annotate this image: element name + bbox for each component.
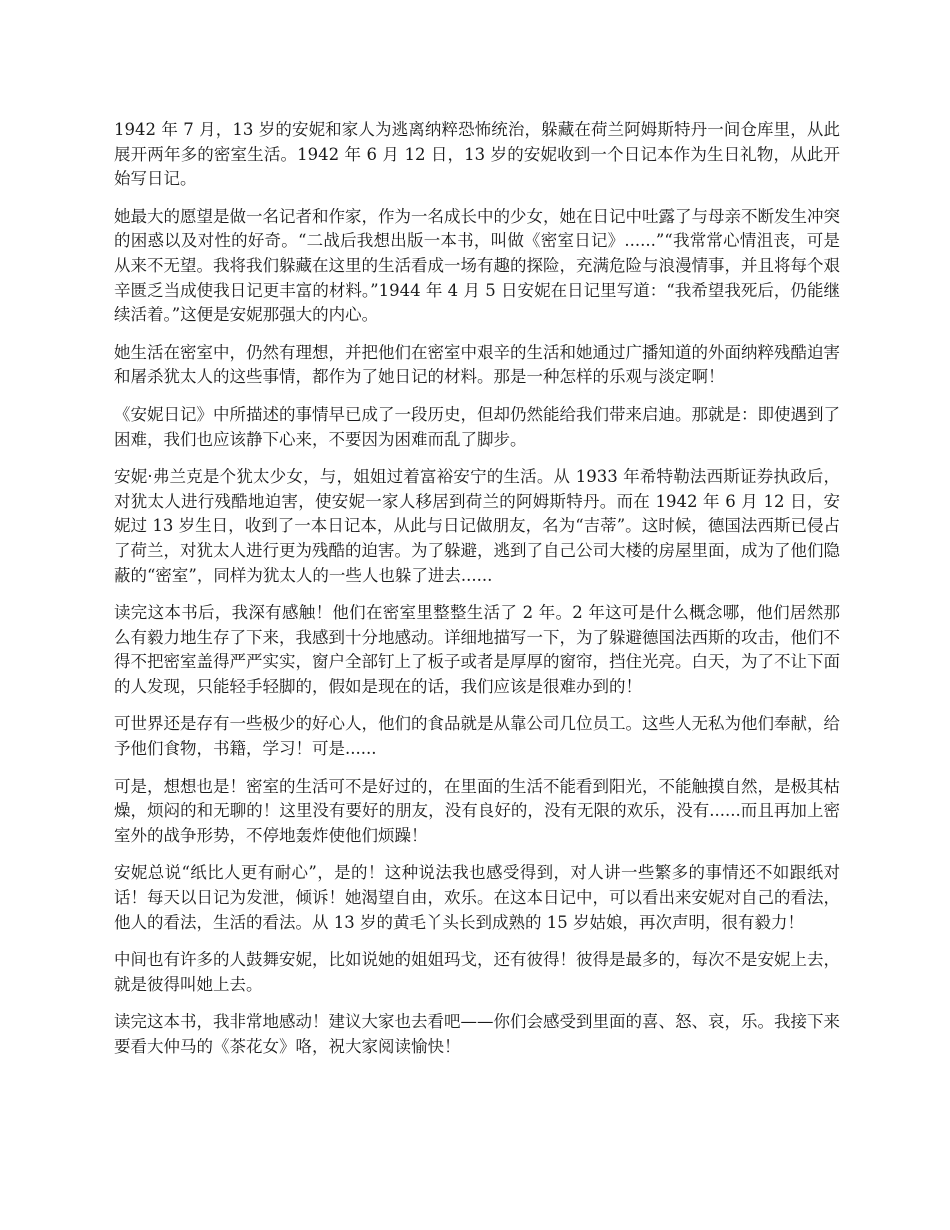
paragraph-5: 安妮·弗兰克是个犹太少女，与，姐姐过着富裕安宁的生活。从 1933 年希特勒法西斯证券执政后，对犹太人进行残酷地迫害，使安妮一家人移居到荷兰的阿姆斯特丹。而在 1942 年 6 月 12 日，安妮过 13 岁生日，收到了一本日记本，从此与日记做朋友，名为“吉蒂”。这时候，德国法西斯已侵占了荷兰，对犹太人进行更为残酷的迫害。为了躲避，逃到了自己公司大楼的房屋里面，成为了他们隐蔽的“密室”，同样为犹太人的一些人也躲了进去...... [114, 467, 840, 585]
paragraph-7: 可世界还是存有一些极少的好心人，他们的食品就是从靠公司几位员工。这些人无私为他们奉献，给予他们食物，书籍，学习！可是...... [114, 714, 840, 759]
paragraph-8: 可是，想想也是！密室的生活可不是好过的，在里面的生活不能看到阳光，不能触摸自然，是极其枯燥，烦闷的和无聊的！这里没有要好的朋友，没有良好的，没有无限的欢乐，没有......而且再加上密室外的战争形势，不停地轰炸使他们烦躁！ [114, 776, 840, 845]
paragraph-4: 《安妮日记》中所描述的事情早已成了一段历史，但却仍然能给我们带来启迪。那就是：即使遇到了困难，我们也应该静下心来，不要因为困难而乱了脚步。 [114, 404, 840, 449]
paragraph-1: 1942 年 7 月，13 岁的安妮和家人为逃离纳粹恐怖统治，躲藏在荷兰阿姆斯特丹一间仓库里，从此展开两年多的密室生活。1942 年 6 月 12 日，13 岁的安妮收到一个日记本作为生日礼物，从此开始写日记。 [114, 120, 840, 189]
document-body [114, 118, 840, 1073]
paragraph-10: 中间也有许多的人鼓舞安妮，比如说她的姐姐玛戈，还有彼得！彼得是最多的，每次不是安妮上去，就是彼得叫她上去。 [114, 950, 840, 994]
paragraph-3: 她生活在密室中，仍然有理想，并把他们在密室中艰辛的生活和她通过广播知道的外面纳粹残酷迫害和屠杀犹太人的这些事情，都作为了她日记的材料。那是一种怎样的乐观与淡定啊！ [114, 342, 840, 387]
paragraph-11: 读完这本书，我非常地感动！建议大家也去看吧——你们会感受到里面的喜、怒、哀，乐。我接下来要看大仲马的《茶花女》咯，祝大家阅读愉快！ [114, 1012, 840, 1056]
paragraph-6: 读完这本书后，我深有感触！他们在密室里整整生活了 2 年。2 年这可是什么概念哪，他们居然那么有毅力地生存了下来，我感到十分地感动。详细地描写一下，为了躲避德国法西斯的攻击，他们不得不把密室盖得严严实实，窗户全部钉上了板子或者是厚厚的窗帘，挡住光亮。白天，为了不让下面的人发现，只能轻手轻脚的，假如是现在的话，我们应该是很难办到的！ [114, 603, 840, 696]
paragraph-2: 她最大的愿望是做一名记者和作家，作为一名成长中的少女，她在日记中吐露了与母亲不断发生冲突的困惑以及对性的好奇。“二战后我想出版一本书，叫做《密室日记》......”“我常常心情沮丧，可是从来不无望。我将我们躲藏在这里的生活看成一场有趣的探险，充满危险与浪漫情事，并且将每个艰辛匮乏当成使我日记更丰富的材料。”1944 年 4 月 5 日安妮在日记里写道：“我希望我死后，仍能继续活着。”这便是安妮那强大的内心。 [114, 206, 840, 325]
paragraph-9: 安妮总说“纸比人更有耐心”，是的！这种说法我也感受得到，对人讲一些繁多的事情还不如跟纸对话！每天以日记为发泄，倾诉！她渴望自由，欢乐。在这本日记中，可以看出来安妮对自己的看法，他人的看法，生活的看法。从 13 岁的黄毛丫头长到成熟的 15 岁姑娘，再次声明，很有毅力！ [114, 863, 840, 932]
